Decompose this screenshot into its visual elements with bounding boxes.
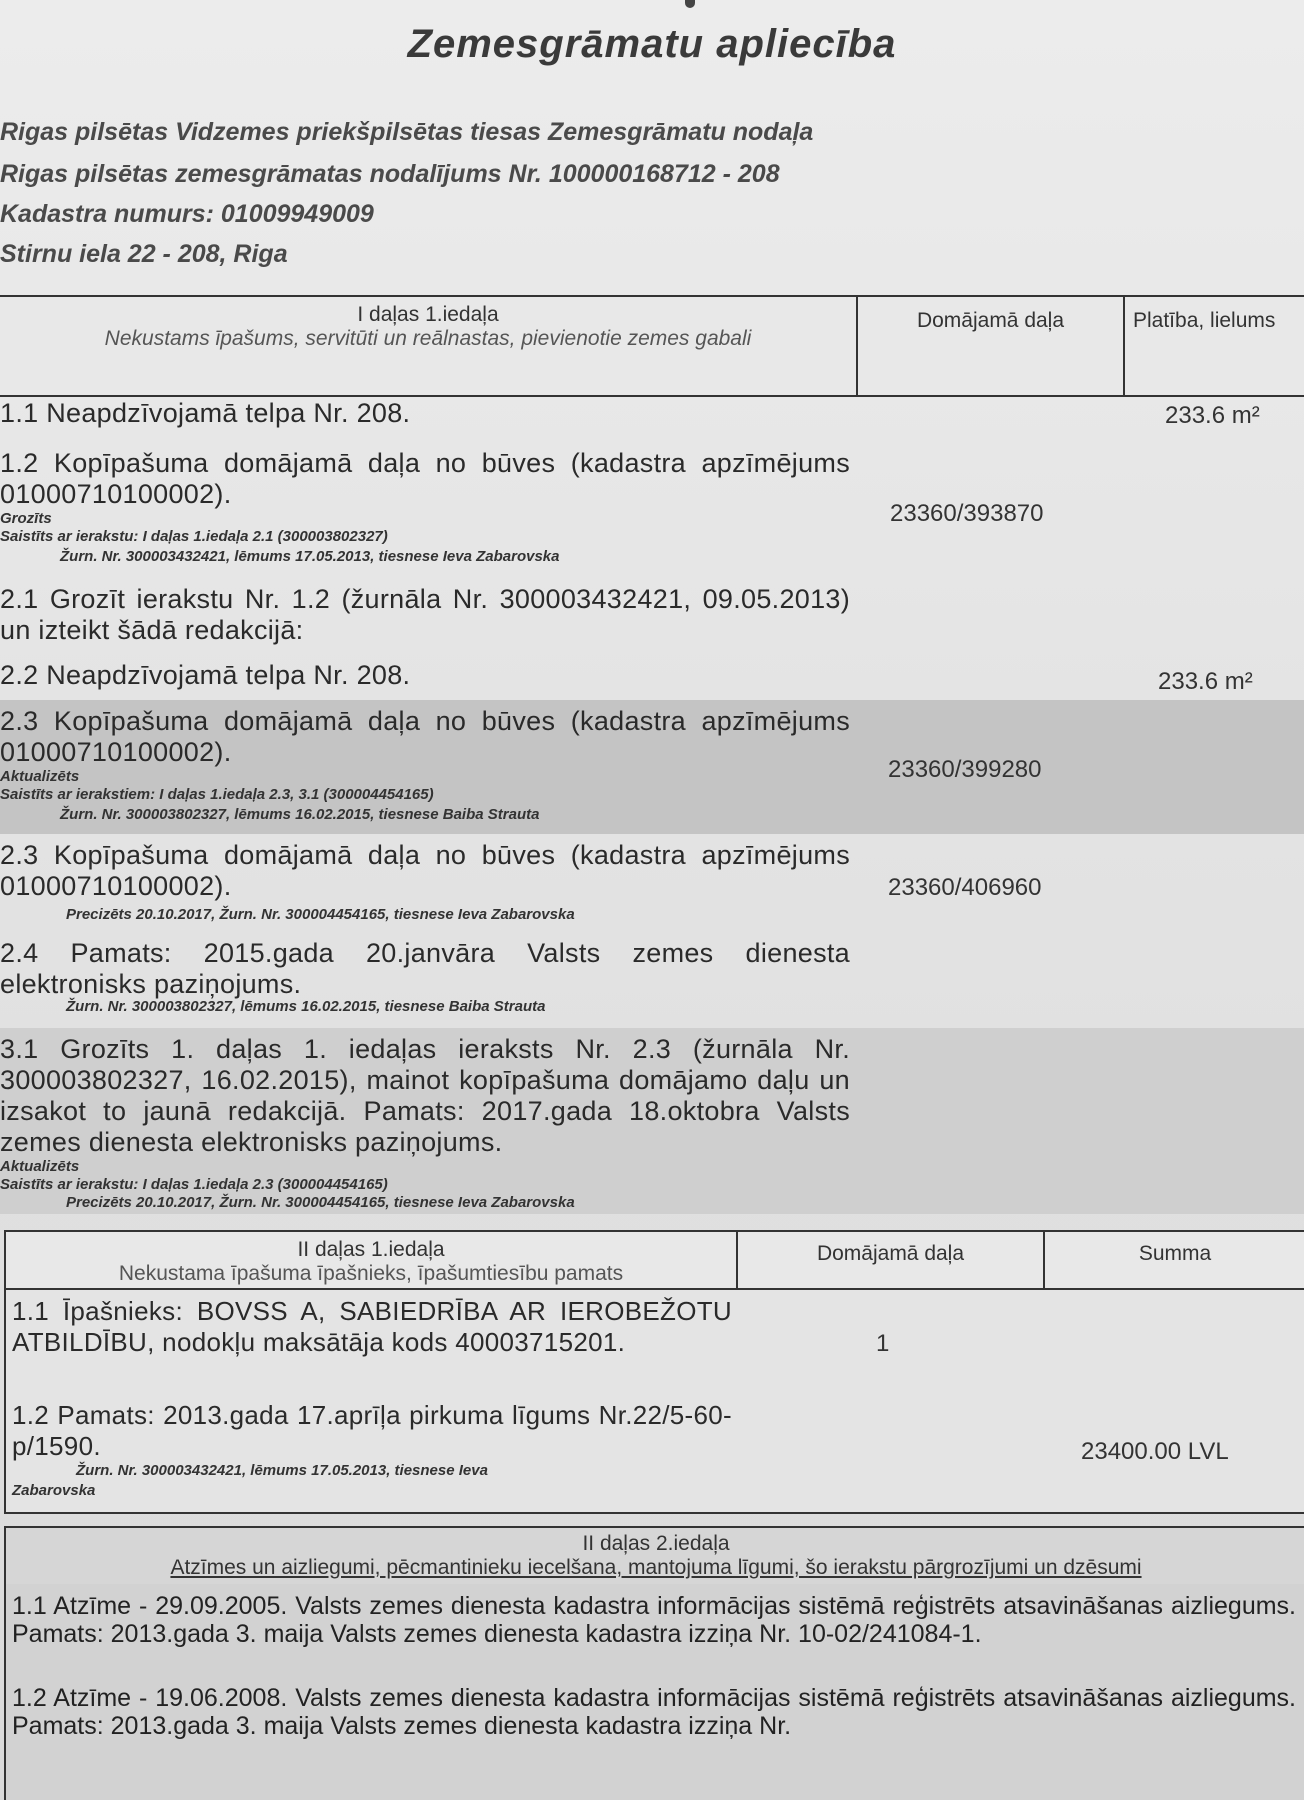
entry-3-1-journal: Precizēts 20.10.2017, Žurn. Nr. 300004454165, tiesnese Ieva Zabarovska xyxy=(66,1194,575,1211)
entry-2-3-new-journal: Precizēts 20.10.2017, Žurn. Nr. 300004454165, tiesnese Ieva Zabarovska xyxy=(66,906,575,923)
section2-col-sum: Summa xyxy=(1138,1242,1212,1265)
document-title: Zemesgrāmatu apliecība xyxy=(407,22,897,66)
section1-col-area: Platība, lielums xyxy=(1133,309,1276,332)
section3-header xyxy=(4,1526,1304,1586)
court-name: Rigas pilsētas Vidzemes priekšpilsētas tiesas Zemesgrāmatu nodaļa xyxy=(0,118,814,146)
entry-2-1: 2.1 Grozīt ierakstu Nr. 1.2 (žurnāla Nr. 300003432421, 09.05.2013) un izteikt šādā redakcijā: xyxy=(0,584,850,645)
owner-share: 1 xyxy=(876,1330,890,1357)
section1-heading: I daļas 1.iedaļa xyxy=(357,303,499,326)
note-1-2: 1.2 Atzīme - 19.06.2008. Valsts zemes dienesta kadastra informācijas sistēmā reģistrēts atsavināšanas aizliegums. Pamats: 2013.gada 3. maija Valsts zemes dienesta kadastra izziņa Nr. xyxy=(12,1684,1296,1740)
entry-1-2-link: Saistīts ar ierakstu: I daļas 1.iedaļa 2.1 (300003802327) xyxy=(0,528,388,545)
entry-2-3-journal: Žurn. Nr. 300003802327, lēmums 16.02.2015, tiesnese Baiba Strauta xyxy=(60,806,540,823)
entry-3-1-link: Saistīts ar ierakstu: I daļas 1.iedaļa 2.3 (300004454165) xyxy=(0,1176,388,1193)
entry-1-1-area: 233.6 m² xyxy=(1165,402,1260,429)
cadastre-number: Kadastra numurs: 01009949009 xyxy=(0,200,374,228)
entry-1-2-journal: Žurn. Nr. 300003432421, lēmums 17.05.2013, tiesnese Ieva Zabarovska xyxy=(60,548,560,565)
entry-2-3-status: Aktualizēts xyxy=(0,768,80,785)
entry-3-1: 3.1 Grozīts 1. daļas 1. iedaļas ieraksts Nr. 2.3 (žurnāla Nr. 300003802327, 16.02.2015), mainot kopīpašuma domājamo daļu un izsakot to jaunā redakcijā. Pamats: 2017.gada 18.oktobra Valsts zemes dienesta elektronisks paziņojums. Aktualizēts Saistīts ar ierakstu: I daļas 1.iedaļa 2.3 (300004454165) Precizēts 20.10.2017, Žurn. Nr. 300004454165, tiesnese Ieva Zabarovska xyxy=(0,1028,1304,1214)
entry-1-2-share: 23360/393870 xyxy=(890,500,1044,527)
entry-2-3-link: Saistīts ar ierakstiem: I daļas 1.iedaļa 2.3, 3.1 (300004454165) xyxy=(0,786,434,803)
section1-header xyxy=(0,295,1304,397)
section2-body xyxy=(4,1290,1304,1514)
basis-entry: 1.2 Pamats: 2013.gada 17.aprīļa pirkuma līgums Nr.22/5-60-p/1590. xyxy=(12,1400,732,1461)
section2-subheading: Nekustama īpašuma īpašnieks, īpašumtiesību pamats xyxy=(118,1262,624,1285)
section1-subheading: Nekustams īpašums, servitūti un reālnastas, pievienotie zemes gabali xyxy=(104,327,752,350)
section2-header xyxy=(4,1230,1304,1290)
section3-heading: II daļas 2.iedaļa xyxy=(582,1532,730,1555)
emblem-icon xyxy=(685,0,695,8)
entry-1-2-status: Grozīts xyxy=(0,510,52,527)
section3-subheading: Atzīmes un aizliegumi, pēcmantinieku iecelšana, mantojuma līgumi, šo ierakstu pārgrozījumi un dzēsumi xyxy=(170,1556,1142,1579)
note-1-1: 1.1 Atzīme - 29.09.2005. Valsts zemes dienesta kadastra informācijas sistēmā reģistrēts atsavināšanas aizliegums. Pamats: 2013.gada 3. maija Valsts zemes dienesta kadastra izziņa Nr. 10-02/241084-1. xyxy=(12,1592,1296,1648)
section1-col-share: Domājamā daļa xyxy=(916,309,1065,332)
entry-2-4-journal: Žurn. Nr. 300003802327, lēmums 16.02.2015, tiesnese Baiba Strauta xyxy=(66,998,546,1015)
entry-2-3-share: 23360/399280 xyxy=(888,756,1042,783)
section2-heading: II daļas 1.iedaļa xyxy=(297,1238,445,1261)
basis-journal: Žurn. Nr. 300003432421, lēmums 17.05.2013, tiesnese Ieva xyxy=(76,1462,488,1479)
entry-2-3-old: 2.3 Kopīpašuma domājamā daļa no būves (kadastra apzīmējums 01000710100002). Aktualizēts Saistīts ar ierakstiem: I daļas 1.iedaļa 2.3, 3.1 (300004454165) Žurn. Nr. 300003802327, lēmums 16.02.2015, tiesnese Baiba Strauta 23360/399280 xyxy=(0,700,1304,834)
basis-sum: 23400.00 LVL xyxy=(1081,1438,1229,1465)
entry-2-4: 2.4 Pamats: 2015.gada 20.janvāra Valsts zemes dienesta elektronisks paziņojums. Žurn. Nr. 300003802327, lēmums 16.02.2015, tiesnese Baiba Strauta xyxy=(0,938,850,1015)
section3-body xyxy=(4,1584,1304,1800)
entry-3-1-status: Aktualizēts xyxy=(0,1158,80,1175)
entry-2-3-new: 2.3 Kopīpašuma domājamā daļa no būves (kadastra apzīmējums 01000710100002). Precizēts 20.10.2017, Žurn. Nr. 300004454165, tiesnese Ieva Zabarovska 23360/406960 xyxy=(0,840,1042,923)
property-address: Stirnu iela 22 - 208, Riga xyxy=(0,240,288,268)
basis-journal-cont: Zabarovska xyxy=(12,1482,96,1499)
owner-entry: 1.1 Īpašnieks: BOVSS A, SABIEDRĪBA AR IEROBEŽOTU ATBILDĪBU, nodokļu maksātāja kods 40003715201. xyxy=(12,1296,732,1357)
entry-2-2-area: 233.6 m² xyxy=(1158,668,1253,695)
entry-2-2: 2.2 Neapdzīvojamā telpa Nr. 208. 233.6 m² xyxy=(0,660,1253,695)
entry-1-1: 1.1 Neapdzīvojamā telpa Nr. 208. 233.6 m² xyxy=(0,398,1260,429)
entry-1-2: 1.2 Kopīpašuma domājamā daļa no būves (kadastra apzīmējums 01000710100002). Grozīts Saistīts ar ierakstu: I daļas 1.iedaļa 2.1 (300003802327) Žurn. Nr. 300003432421, lēmums 17.05.2013, tiesnese Ieva Zabarovska 23360/393870 xyxy=(0,448,1044,565)
section2-col-share: Domājamā daļa xyxy=(816,1242,965,1265)
folio-number: Rigas pilsētas zemesgrāmatas nodalījums Nr. 100000168712 - 208 xyxy=(0,160,780,188)
entry-2-3-new-share: 23360/406960 xyxy=(888,874,1042,901)
